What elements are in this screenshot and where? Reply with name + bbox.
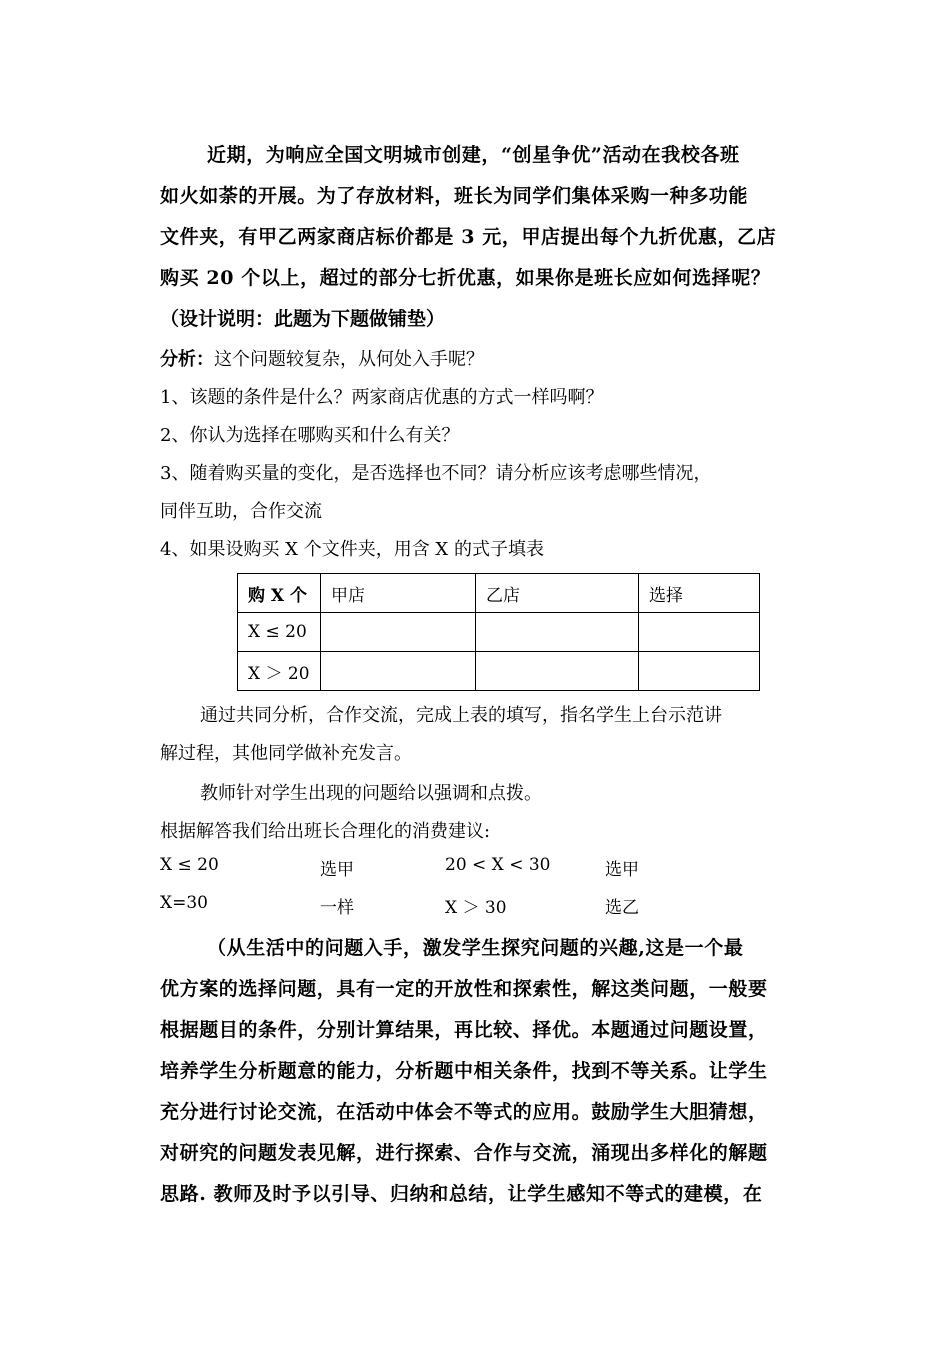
table-cell — [321, 652, 476, 691]
design-note: （设计说明：此题为下题做铺垫） — [160, 308, 446, 330]
question-3-line-1: 3、随着购买量的变化，是否选择也不同？请分析应该考虑哪些情况， — [160, 463, 712, 484]
advice-intro: 根据解答我们给出班长合理化的消费建议: — [160, 821, 491, 842]
suggestion-condition: X=30 — [160, 893, 208, 913]
question-2: 2、你认为选择在哪购买和什么有关？ — [160, 425, 460, 446]
commentary-line-7: 思路. 教师及时予以引导、归纳和总结，让学生感知不等式的建模，在 — [160, 1183, 763, 1205]
table-cell: X ＞ 20 — [238, 652, 321, 691]
table-cell: X ≤ 20 — [238, 613, 321, 652]
table-row — [238, 613, 760, 652]
suggestion-choice: 选甲 — [605, 860, 639, 880]
commentary-line-1: （从生活中的问题入手，激发学生探究问题的兴趣,这是一个最 — [207, 937, 744, 959]
commentary-line-3: 根据题目的条件，分别计算结果，再比较、择优。本题通过问题设置， — [160, 1019, 768, 1041]
suggestion-choice: 选甲 — [320, 860, 354, 880]
commentary-line-5: 充分进行讨论交流，在活动中体会不等式的应用。鼓励学生大胆猜想， — [160, 1101, 768, 1123]
table-row — [238, 652, 760, 691]
suggestion-condition: X ≤ 20 — [160, 855, 219, 875]
question-3-line-2: 同伴互助，合作交流 — [160, 501, 322, 522]
problem-line-2: 如火如荼的开展。为了存放材料，班长为同学们集体采购一种多功能 — [160, 185, 749, 207]
suggestion-condition: 20 < X < 30 — [445, 855, 551, 875]
problem-line-4: 购买 20 个以上，超过的部分七折优惠，如果你是班长应如何选择呢？ — [160, 267, 771, 289]
table-cell — [321, 613, 476, 652]
suggestion-condition: X ＞ 30 — [445, 898, 507, 918]
analysis-text: 这个问题较复杂，从何处入手呢？ — [214, 349, 484, 370]
table-header-cell: 乙店 — [476, 574, 639, 613]
question-4: 4、如果设购买 X 个文件夹，用含 X 的式子填表 — [160, 539, 544, 560]
table-header-cell: 购 X 个 — [238, 574, 321, 613]
table-header-cell: 选择 — [639, 574, 760, 613]
analysis-line — [160, 345, 800, 371]
analysis-label: 分析： — [160, 349, 214, 370]
table-cell — [476, 652, 639, 691]
commentary-line-6: 对研究的问题发表见解，进行探索、合作与交流，涌现出多样化的解题 — [160, 1142, 768, 1164]
table-header-row — [238, 574, 760, 613]
process-line-2: 解过程，其他同学做补充发言。 — [160, 743, 412, 764]
table-cell — [639, 652, 760, 691]
suggestion-choice: 一样 — [320, 898, 354, 918]
question-1: 1、该题的条件是什么？两家商店优惠的方式一样吗啊？ — [160, 387, 604, 408]
commentary-line-2: 优方案的选择问题，具有一定的开放性和探索性，解这类问题，一般要 — [160, 978, 768, 1000]
problem-line-1: 近期，为响应全国文明城市创建，“创星争优”活动在我校各班 — [207, 144, 740, 166]
process-line-1: 通过共同分析，合作交流，完成上表的填写，指名学生上台示范讲 — [200, 705, 722, 726]
table-cell — [476, 613, 639, 652]
store-comparison-table — [237, 573, 760, 691]
table-header-cell: 甲店 — [321, 574, 476, 613]
problem-line-3: 文件夹，有甲乙两家商店标价都是 3 元，甲店提出每个九折优惠，乙店 — [160, 226, 777, 248]
commentary-line-4: 培养学生分析题意的能力，分析题中相关条件，找到不等关系。让学生 — [160, 1060, 768, 1082]
suggestion-choice: 选乙 — [605, 898, 639, 918]
table-cell — [639, 613, 760, 652]
teacher-line: 教师针对学生出现的问题给以强调和点拨。 — [200, 783, 542, 804]
